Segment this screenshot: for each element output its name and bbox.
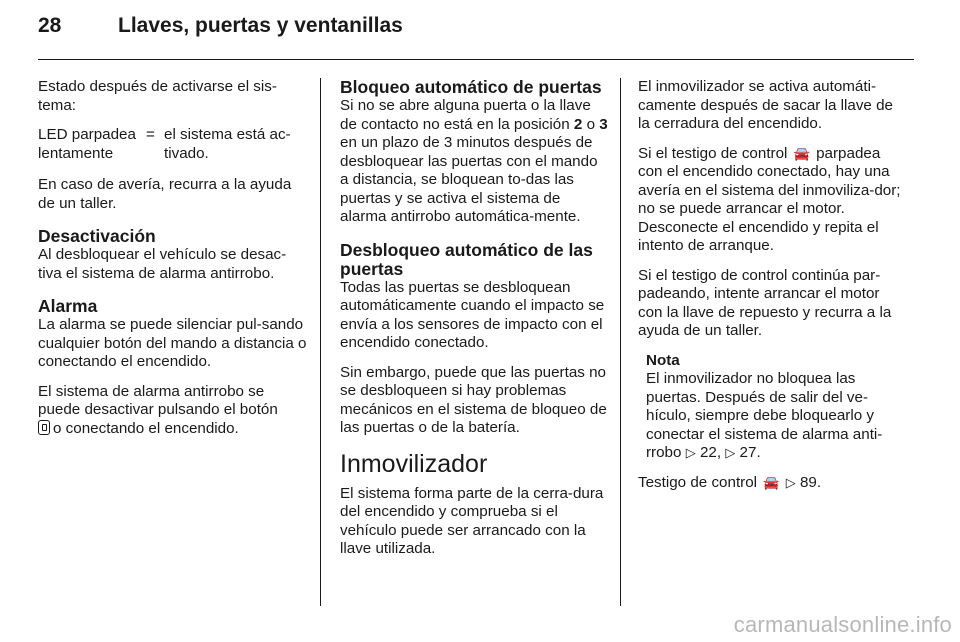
fault-paragraph: En caso de avería, recurra a la ayuda de un taller. — [38, 176, 292, 212]
deactivation-paragraph: Al desbloquear el vehículo se desac-tiva el sistema de alarma antirrobo. — [38, 246, 287, 282]
led-label: LED parpadea lentamente — [38, 126, 136, 162]
car-key-indicator-icon: 🚘 — [763, 474, 780, 490]
column-1 — [38, 78, 308, 449]
indicator-blink-paragraph: Si el testigo de control 🚘 parpadea con el encendido conectado, hay una avería en el sistema del inmoviliza-dor; no se puede arrancar el motor. Desconecte el encendido y repita el intento de arranque. — [638, 144, 901, 254]
immobilizer-heading: Inmovilizador — [340, 449, 488, 478]
ref-triangle-icon: ▷ — [785, 474, 796, 490]
page-header — [38, 14, 918, 60]
led-equals: = — [146, 126, 155, 143]
autolock-heading: Bloqueo automático de puertas — [340, 77, 602, 97]
alarm-heading: Alarma — [38, 296, 98, 316]
lock-key-icon — [38, 420, 50, 435]
watermark: carmanualsonline.info — [733, 612, 952, 637]
immobilizer-activation-paragraph: El inmovilizador se activa automáti-camente después de sacar la llave de la cerradura del encendido. — [638, 78, 893, 132]
position-3: 3 — [599, 115, 608, 133]
header-rule — [38, 59, 914, 60]
column-3 — [638, 78, 906, 503]
note-block — [646, 352, 906, 463]
note-title: Nota — [646, 351, 680, 369]
indicator-continue-paragraph: Si el testigo de control continúa par-padeando, intente arrancar el motor con la llave de repuesto y recurra a la ayuda de un taller. — [638, 266, 892, 339]
note-ref-2[interactable]: 27 — [739, 444, 757, 461]
column-divider-1 — [320, 78, 321, 606]
indicator-ref[interactable]: 89 — [799, 473, 817, 491]
chapter-title: Llaves, puertas y ventanillas — [118, 14, 403, 37]
ref-triangle-icon: ▷ — [725, 445, 736, 460]
autolock-paragraph: Si no se abre alguna puerta o la llave de contacto no está en la posición 2 o 3 en un plazo de 3 minutos después de desbloquear las puertas con el mando a distancia, se bloquean to-das las puertas y se activa el sistema de alarma antirrobo automática-mente. — [340, 97, 608, 225]
note-ref-1[interactable]: 22 — [699, 444, 717, 461]
led-value: el sistema está ac-tivado. — [164, 126, 291, 162]
column-2 — [340, 78, 608, 570]
note-paragraph: El inmovilizador no bloquea las puertas. Después de salir del ve-hículo, siempre debe bloquearlo y conectar el sistema de alarma anti-rrobo ▷ 22, ▷ 27. — [646, 370, 883, 461]
ref-triangle-icon: ▷ — [685, 445, 696, 460]
autounlock-heading: Desbloqueo automático de las puertas — [340, 239, 593, 279]
status-intro: Estado después de activarse el sis-tema: — [38, 78, 277, 114]
led-status-table — [38, 126, 308, 163]
deactivation-heading: Desactivación — [38, 226, 156, 246]
position-2: 2 — [573, 115, 583, 133]
immobilizer-paragraph: El sistema forma parte de la cerra-dura del encendido y comprueba si el vehículo puede ser arrancado con la llave utilizada. — [340, 484, 604, 557]
alarm-paragraph-2: El sistema de alarma antirrobo se puede desactivar pulsando el botón o conectando el encendido. — [38, 382, 278, 437]
column-divider-2 — [620, 78, 621, 606]
alarm-paragraph-1: La alarma se puede silenciar pul-sando cualquier botón del mando a distancia o conectando el encendido. — [38, 316, 307, 370]
autounlock-paragraph-2: Sin embargo, puede que las puertas no se desbloqueen si hay problemas mecánicos en el sistema de bloqueo de las puertas o de la batería. — [340, 363, 607, 436]
autounlock-paragraph-1: Todas las puertas se desbloquean automáticamente cuando el impacto se envía a los sensores de impacto con el encendido conectado. — [340, 278, 605, 351]
page-number: 28 — [38, 14, 62, 37]
car-key-indicator-icon: 🚘 — [793, 145, 810, 161]
indicator-reference: Testigo de control 🚘 ▷ 89. — [638, 473, 822, 491]
